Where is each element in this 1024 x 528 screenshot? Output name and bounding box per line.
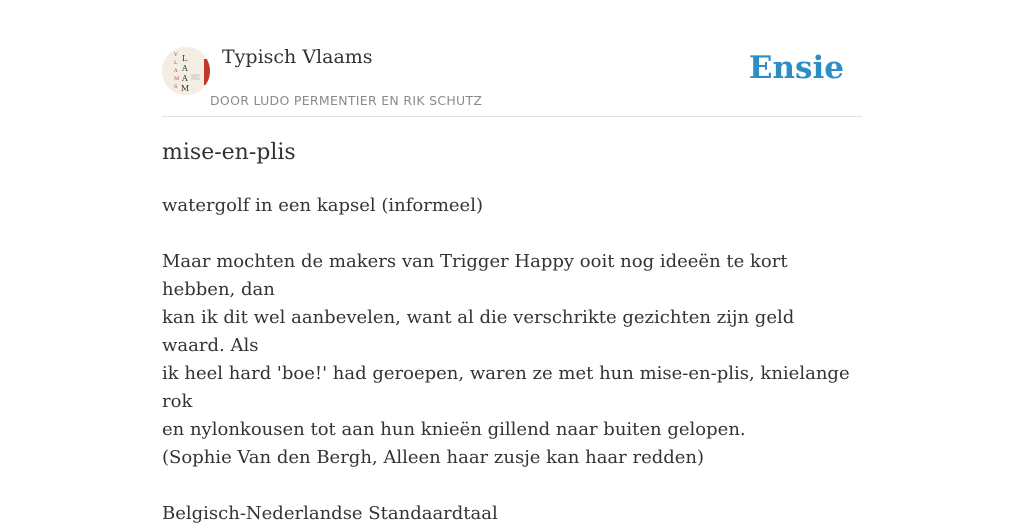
svg-text:L: L	[182, 54, 188, 63]
example-line: kan ik dit wel aanbevelen, want al die verschrikte gezichten zijn geld waard. Als	[162, 307, 795, 356]
svg-text:L: L	[174, 60, 178, 66]
entry-headword: mise-en-plis	[162, 140, 296, 165]
svg-text:A: A	[174, 68, 178, 74]
svg-text:V: V	[174, 52, 178, 58]
language-variant: Belgisch-Nederlandse Standaardtaal	[162, 503, 498, 524]
book-cover-icon[interactable]	[162, 47, 210, 95]
svg-text:A: A	[182, 64, 188, 73]
entry-definition: watergolf in een kapsel (informeel)	[162, 195, 483, 216]
svg-text:M: M	[181, 84, 190, 93]
example-source: (Sophie Van den Bergh, Alleen haar zusje kan haar redden)	[162, 447, 705, 468]
example-line: en nylonkousen tot aan hun knieën gillend naar buiten gelopen.	[162, 419, 746, 440]
brand-logo[interactable]: Ensie	[748, 50, 844, 86]
svg-text:S: S	[174, 84, 178, 90]
book-title[interactable]: Typisch Vlaams	[222, 46, 373, 68]
entry-body	[162, 192, 862, 528]
example-line: Maar mochten de makers van Trigger Happy ooit nog ideeën te kort hebben, dan	[162, 251, 788, 300]
example-line: ik heel hard 'boe!' had geroepen, waren ze met hun mise-en-plis, knielange rok	[162, 363, 850, 412]
entry-header	[162, 44, 862, 117]
entry-card	[162, 0, 862, 524]
svg-text:A: A	[182, 74, 188, 83]
entry-example	[162, 248, 862, 444]
svg-text:M: M	[174, 76, 180, 82]
author-byline: DOOR LUDO PERMENTIER EN RIK SCHUTZ	[210, 93, 483, 108]
